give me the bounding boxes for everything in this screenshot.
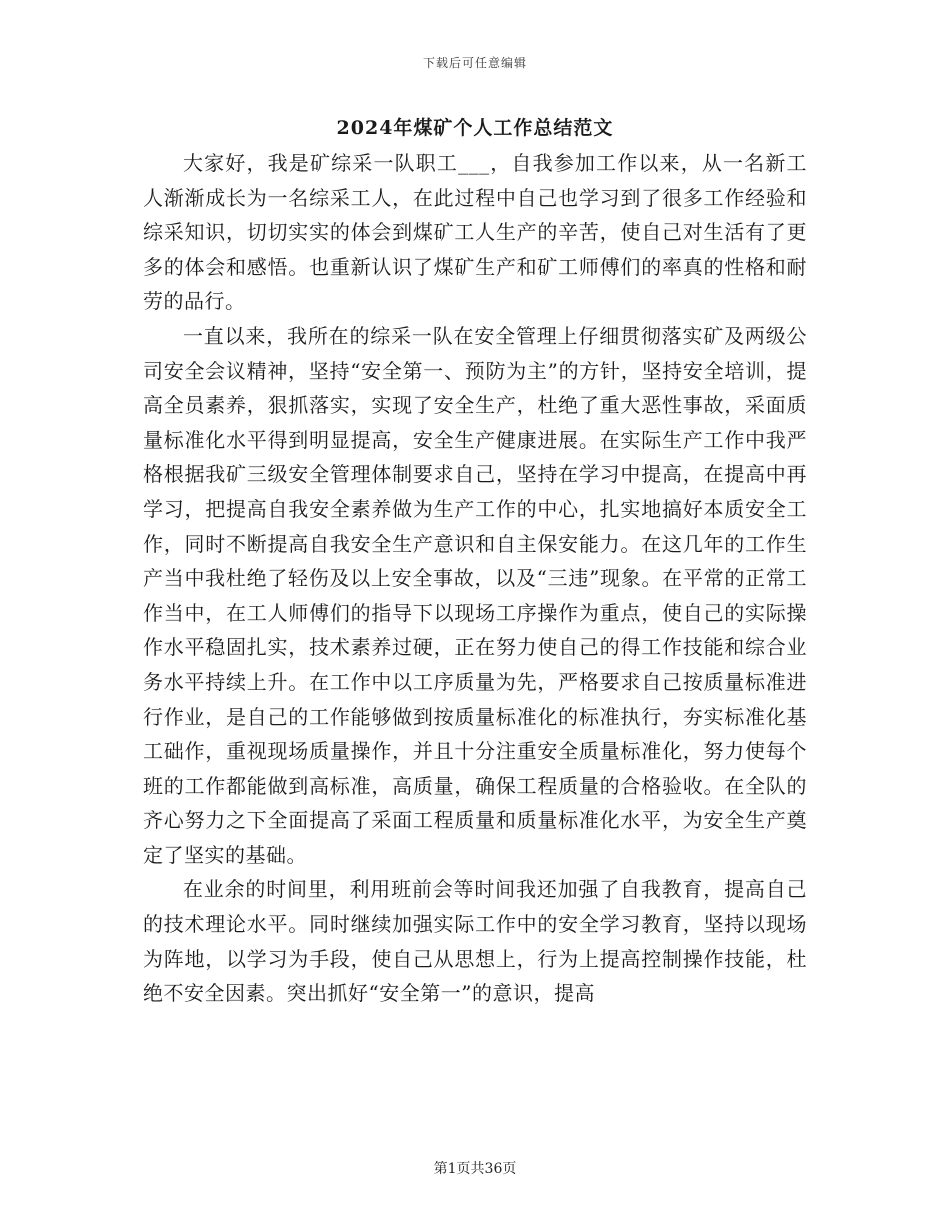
- header-note: 下载后可任意编辑: [422, 56, 527, 70]
- page-number: 第1页共36页: [433, 1161, 517, 1177]
- paragraph-2: 一直以来，我所在的综采一队在安全管理上仔细贯彻落实矿及两级公司安全会议精神，坚持“安全第一、预防为主”的方针，坚持安全培训，提高全员素养，狠抓落实，实现了安全生产，杜绝了重大恶性事故，采面质量标准化水平得到明显提高，安全生产健康进展。在实际生产工作中我严格根据我矿三级安全管理体制要求自己，坚持在学习中提高，在提高中再学习，把提高自我安全素养做为生产工作的中心，扎实地搞好本质安全工作，同时不断提高自我安全生产意识和自主保安能力。在这几年的工作生产当中我杜绝了轻伤及以上安全事故，以及“三违”现象。在平常的正常工作当中，在工人师傅们的指导下以现场工序操作为重点，使自己的实际操作水平稳固扎实，技术素养过硬，正在努力使自己的得工作技能和综合业务水平持续上升。在工作中以工序质量为先，严格要求自己按质量标准进行作业，是自己的工作能够做到按质量标准化的标准执行，夯实标准化基工础作，重视现场质量操作，并且十分注重安全质量标准化，努力使每个班的工作都能做到高标准，高质量，确保工程质量的合格验收。在全队的齐心努力之下全面提高了采面工程质量和质量标准化水平，为安全生产奠定了坚实的基础。: [143, 323, 807, 867]
- document-body: [143, 146, 807, 1011]
- paragraph-3: 在业余的时间里，利用班前会等时间我还加强了自我教育，提高自己的技术理论水平。同时继续加强实际工作中的安全学习教育，坚持以现场为阵地，以学习为手段，使自己从思想上，行为上提高控制操作技能，杜绝不安全因素。突出抓好“安全第一”的意识，提高: [143, 877, 807, 1006]
- document-title: 2024年煤矿个人工作总结范文: [336, 117, 614, 139]
- paragraph-1: 大家好，我是矿综采一队职工___，自我参加工作以来，从一名新工人渐渐成长为一名综采工人，在此过程中自己也学习到了很多工作经验和综采知识，切切实实的体会到煤矿工人生产的辛苦，使自己对生活有了更多的体会和感悟。也重新认识了煤矿生产和矿工师傅们的率真的性格和耐劳的品行。: [143, 151, 807, 314]
